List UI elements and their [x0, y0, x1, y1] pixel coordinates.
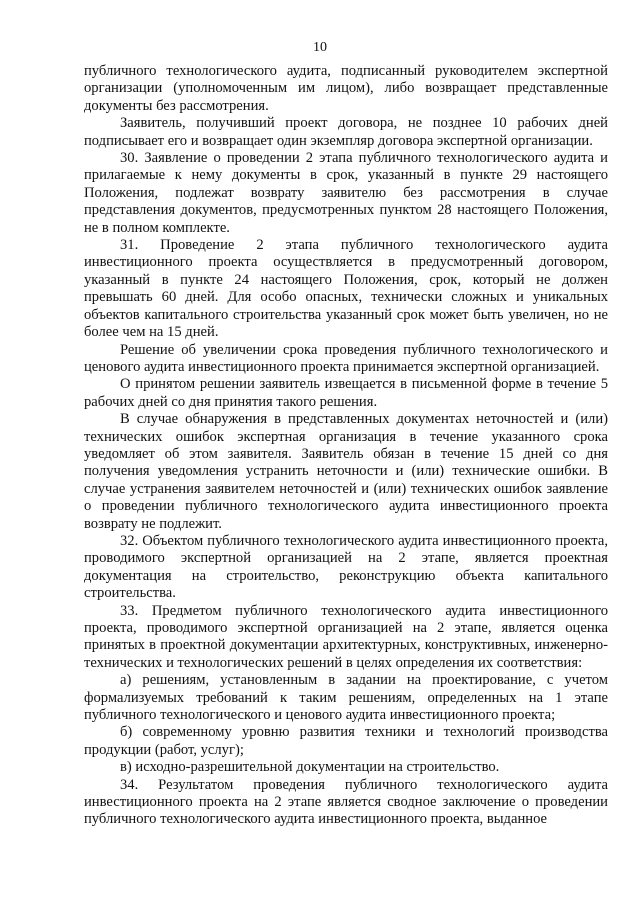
page-number: 10 [313, 40, 327, 55]
document-body [84, 63, 608, 829]
paragraph-item-31: 31. Проведение 2 этапа публичного технологического аудита инвестиционного проекта осуществляется в предусмотренный договором, указанный в пункте 24 настоящего Положения, срок, который не должен превышать 60 дней. Для особо опасных, технически сложных и уникальных объектов капитального строительства указанный срок может быть увеличен, но не более чем на 15 дней. [84, 237, 608, 341]
paragraph-item-32: 32. Объектом публичного технологического аудита инвестиционного проекта, проводимого экспертной организацией на 2 этапе, является проектная документация на строительство, реконструкцию объекта капитального строительства. [84, 532, 608, 602]
paragraph-item-30: 30. Заявление о проведении 2 этапа публичного технологического аудита и прилагаемые к нему документы в срок, указанный в пункте 29 настоящего Положения, подлежат возврату заявителю без рассмотрения в случае представления документов, предусмотренных пунктом 28 настоящего Положения, не в полном комплекте. [84, 150, 608, 236]
paragraph: Заявитель, получивший проект договора, не позднее 10 рабочих дней подписывает его и возвращает один экземпляр договора экспертной организации. [84, 115, 608, 149]
list-item-a: а) решениям, установленным в задании на проектирование, с учетом формализуемых требований к таким решениям, определенных на 1 этапе публичного технологического и ценового аудита инвестиционного проекта; [84, 672, 608, 724]
list-item-c: в) исходно-разрешительной документации на строительство. [120, 759, 500, 776]
paragraph-item-34: 34. Результатом проведения публичного технологического аудита инвестиционного проекта на 2 этапе является сводное заключение о проведении публичного технологического аудита инвестиционного проекта, выданное [84, 776, 608, 828]
paragraph: О принятом решении заявитель извещается в письменной форме в течение 5 рабочих дней со дня принятия такого решения. [84, 376, 608, 410]
paragraph: В случае обнаружения в представленных документах неточностей и (или) технических ошибок экспертная организация в течение указанного срока уведомляет об этом заявителя. Заявитель обязан в течение 15 дней со дня получения уведомления устранить неточности и (или) технические ошибки. В случае устранения заявителем неточностей и (или) технических ошибок заявление о проведении публичного технологического аудита инвестиционного проекта возврату не подлежит. [84, 411, 608, 532]
paragraph-continuation: публичного технологического аудита, подписанный руководителем экспертной организации (уполномоченным им лицом), либо возвращает представленные документы без рассмотрения. [84, 63, 608, 114]
list-item-b: б) современному уровню развития техники и технологий производства продукции (работ, услуг); [84, 724, 608, 758]
paragraph: Решение об увеличении срока проведения публичного технологического и ценового аудита инвестиционного проекта принимается экспертной организацией. [84, 341, 608, 375]
paragraph-item-33: 33. Предметом публичного технологического аудита инвестиционного проекта, проводимого экспертной организацией на 2 этапе, является оценка принятых в проектной документации архитектурных, конструктивных, инженерно-технических и технологических решений в целях определения их соответствия: [84, 602, 608, 671]
